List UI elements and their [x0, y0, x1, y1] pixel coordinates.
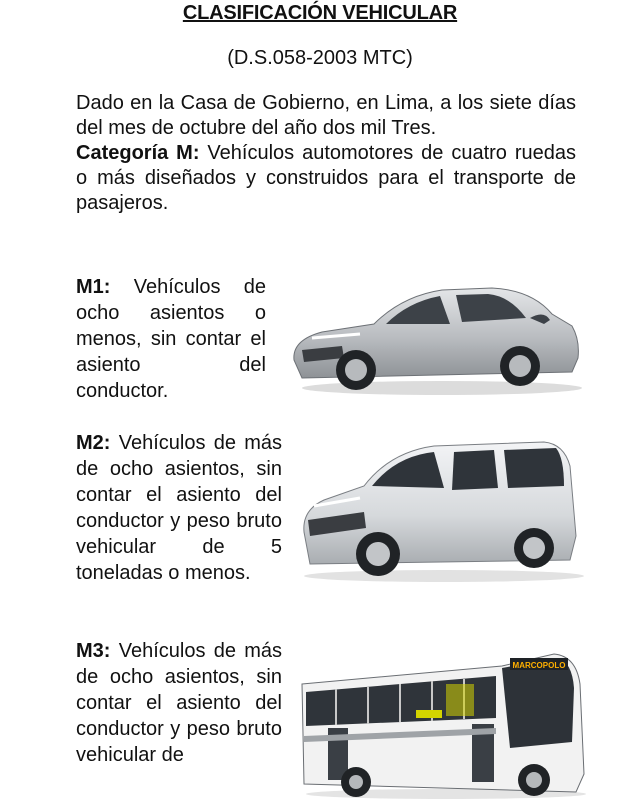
decree-reference: (D.S.058-2003 MTC): [227, 47, 413, 69]
section-m1: [76, 274, 266, 404]
bus-icon: [296, 644, 592, 799]
section-m3: [76, 638, 282, 768]
section-text: Vehículos de más de ocho asientos, sin contar el asiento del conductor y peso bruto vehicular de 5 toneladas o menos.: [76, 432, 282, 584]
section-label: M2:: [76, 432, 111, 454]
minivan-icon: [294, 436, 584, 584]
section-text: Vehículos de más de ocho asientos, sin contar el asiento del conductor y peso bruto vehicular de: [76, 640, 282, 766]
section-label: M3:: [76, 640, 111, 662]
category-text: Vehículos automotores de cuatro ruedas o más diseñados y construidos para el transporte de pasajeros.: [76, 142, 577, 214]
category-paragraph: [76, 141, 576, 216]
sedan-car-icon: [282, 280, 582, 398]
section-label: M1:: [76, 276, 111, 298]
bus-destination-sign: MARCOPOLO: [512, 661, 566, 670]
intro-paragraph: Dado en la Casa de Gobierno, en Lima, a los siete días del mes de octubre del año dos mil Tres.: [76, 92, 576, 139]
section-m2: [76, 430, 282, 586]
category-label: Categoría M:: [76, 142, 200, 164]
section-text: Vehículos de ocho asientos o menos, sin contar el asiento del conductor.: [76, 276, 266, 402]
document-title: CLASIFICACIÓN VEHICULAR: [182, 2, 458, 24]
intro-block: [76, 91, 576, 216]
